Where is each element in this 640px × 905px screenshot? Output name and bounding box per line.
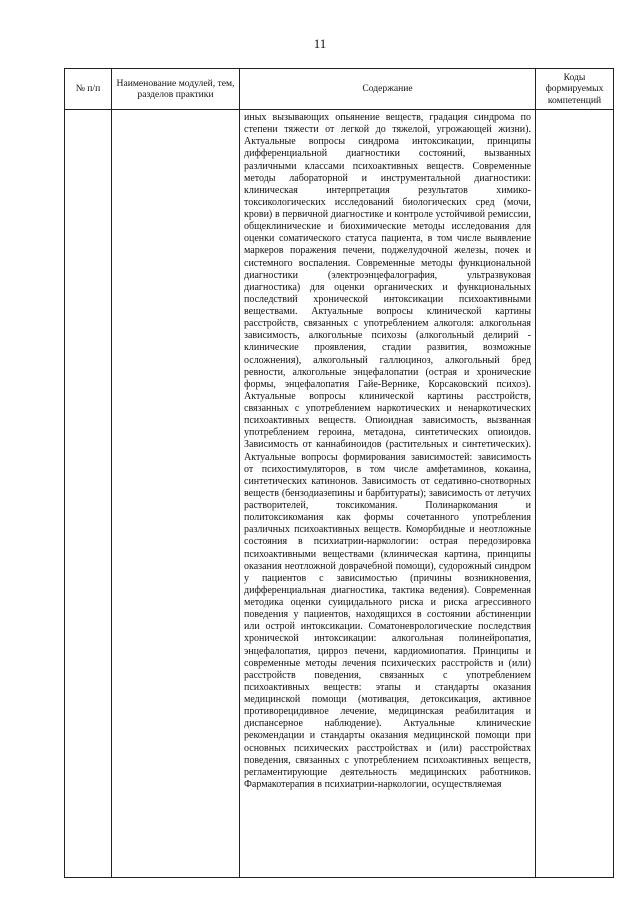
header-content: Содержание <box>240 69 536 110</box>
content-text: иных вызывающих опьянение веществ, градация синдрома по степени тяжести от легкой до тяжелой, угрожающей жизни). Актуальные вопросы синдрома интоксикации, принципы дифференциальной диагностики состояний, вызванных различными классами психоактивных веществ. Современные методы лабораторной и инструментальной диагностики: клиническая интерпретация результатов химико-токсикологических исследований биологических сред (мочи, крови) в первичной диагностике и контроле устойчивой ремиссии, общеклинические и биохимические методы исследования для оценки соматического статуса пациента, в том числе выявление маркеров поражения печени, поджелудочной железы, почек и системного воспаления. Современные методы функциональной диагностики (электроэнцефалография, ультразвуковая диагностика) для оценки органических и функциональных последствий хронической интоксикации психоактивными веществами. Актуальные вопросы клинической картины расстройств, связанных с употреблением алкоголя: алкогольная зависимость, алкогольные психозы (алкогольный делирий - клинические проявления, стадии развития, возможные осложнения), алкогольный галлюциноз, алкогольный бред ревности, алкогольные энцефалопатии (острая и хронические формы, энцефалопатия Гайе-Вернике, Корсаковский психоз). Актуальные вопросы клинической картины расстройств, связанных с употреблением наркотических и ненаркотических психоактивных веществ. Опиоидная зависимость, вызванная употреблением героина, метадона, синтетических опиоидов. Зависимость от каннабиноидов (растительных и синтетических). Актуальные вопросы формирования зависимостей: зависимость от психостимуляторов, в том числе амфетаминов, кокаина, синтетических катинонов. Зависимость от седативно-снотворных веществ (бензодиазепины и барбитураты); зависимость от летучих растворителей, токсикомания. Полинаркомания и политоксикомания как формы сочетанного употребления различных психоактивных веществ. Коморбидные и неотложные состояния в психиатрии-наркологии: острая передозировка психоактивными веществами (клиническая картина, принципы оказания неотложной доврачебной помощи), судорожный синдром у пациентов с зависимостью (причины возникновения, дифференциальная диагностика, тактика ведения). Современная методика оценки суицидального риска и риска агрессивного поведения у пациентов, находящихся в состоянии абстиненции или острой интоксикации. Соматоневрологические последствия хронической интоксикации: алкогольная полинейропатия, энцефалопатия, цирроз печени, кардиомиопатия. Принципы и современные методы лечения психических расстройств и (или) расстройств поведения, связанных с употреблением психоактивных веществ: этапы и стандарты оказания медицинской помощи (мотивация, детоксикация, активное противорецидивное лечение, медицинская реабилитация и диспансерное наблюдение). Актуальные клинические рекомендации и стандарты оказания медицинской помощи при основных психических расстройствах и (или) расстройствах поведения, связанных с употреблением психоактивных веществ, регламентирующие деятельность медицинских работников. Фармакотерапия в психиатрии-наркологии, осуществляемая <box>244 112 531 790</box>
cell-number <box>65 110 112 878</box>
header-number: № п/п <box>65 69 112 110</box>
header-codes: Коды формируемых компетенций <box>536 69 614 110</box>
header-module: Наименование модулей, тем, разделов практики <box>112 69 240 110</box>
cell-content <box>240 110 536 878</box>
table-header-row <box>65 69 614 110</box>
table-row <box>65 110 614 878</box>
curriculum-table <box>64 68 614 878</box>
cell-codes <box>536 110 614 878</box>
page-number: 11 <box>313 36 327 51</box>
cell-module <box>112 110 240 878</box>
